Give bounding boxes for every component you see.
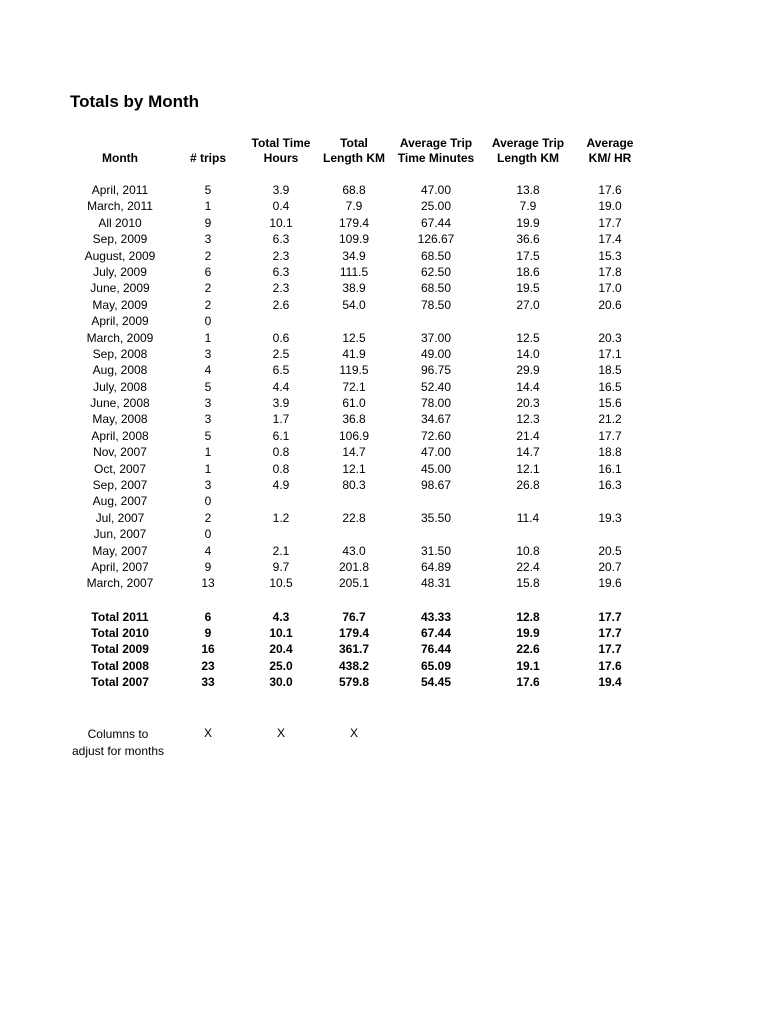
cell-avg-speed: 17.7 — [598, 642, 622, 657]
cell-total-length — [318, 526, 390, 542]
cell-avg-trip-length: 10.8 — [516, 543, 540, 558]
table-row — [0, 280, 768, 296]
cell-total-time: 20.4 — [269, 642, 293, 657]
cell-avg-trip-length: 17.5 — [516, 248, 540, 263]
cell-month: July, 2009 — [93, 264, 147, 279]
cell-month: Total 2009 — [91, 642, 149, 657]
table-row — [0, 248, 768, 264]
header-total-time-line2: Hours — [263, 151, 299, 165]
cell-total-length: 179.4 — [338, 625, 370, 640]
cell-avg-trip-length: 27.0 — [516, 297, 540, 312]
cell-avg-trip-length: 21.4 — [516, 428, 540, 443]
cell-month: All 2010 — [98, 215, 142, 230]
cell-trips: 5 — [204, 379, 212, 394]
header-avg-trip-length-line2: Length KM — [497, 151, 559, 165]
cell-total-length: 111.5 — [339, 264, 369, 279]
cell-avg-speed: 16.1 — [598, 461, 622, 476]
cell-avg-trip-time: 78.00 — [420, 396, 452, 411]
cell-total-time: 6.1 — [272, 428, 290, 443]
cell-month: May, 2009 — [92, 297, 148, 312]
cell-trips: 2 — [204, 510, 212, 525]
page-title: Totals by Month — [70, 92, 200, 111]
adjust-mark-time: X — [276, 726, 285, 740]
header-total-length-line1: Total — [340, 136, 368, 150]
table-row — [0, 543, 768, 559]
cell-avg-trip-time — [391, 526, 481, 542]
table-row — [0, 575, 768, 591]
cell-total-length — [318, 493, 390, 509]
cell-total-length: 41.9 — [342, 346, 366, 361]
cell-avg-speed: 17.7 — [598, 625, 622, 640]
cell-total-length: 106.9 — [338, 428, 370, 443]
cell-avg-trip-time: 64.89 — [420, 559, 452, 574]
cell-avg-speed: 18.8 — [598, 445, 622, 460]
table-row — [0, 198, 768, 214]
cell-avg-speed: 18.5 — [598, 363, 622, 378]
table-row — [0, 461, 768, 477]
cell-avg-trip-time: 48.31 — [420, 576, 452, 591]
cell-avg-speed: 20.7 — [598, 559, 622, 574]
cell-avg-trip-length — [485, 493, 571, 509]
cell-total-length — [318, 313, 390, 329]
cell-total-time: 6.3 — [272, 232, 290, 247]
cell-month: Total 2008 — [91, 658, 149, 673]
cell-total-time: 30.0 — [269, 675, 293, 690]
cell-avg-trip-time: 76.44 — [420, 642, 452, 657]
cell-month: Jul, 2007 — [95, 510, 145, 525]
cell-trips: 9 — [204, 559, 212, 574]
cell-avg-speed: 15.6 — [598, 396, 622, 411]
cell-trips: 2 — [204, 281, 212, 296]
cell-total-time: 2.3 — [272, 281, 290, 296]
cell-avg-trip-time: 67.44 — [420, 215, 452, 230]
table-row — [0, 493, 768, 509]
total-row — [0, 641, 768, 657]
cell-month: August, 2009 — [84, 248, 156, 263]
table-spacer — [0, 592, 768, 609]
table-row — [0, 395, 768, 411]
cell-avg-trip-time: 54.45 — [420, 675, 452, 690]
cell-avg-speed — [578, 526, 642, 542]
cell-avg-trip-time: 78.50 — [420, 297, 452, 312]
cell-total-time: 10.1 — [269, 625, 293, 640]
header-avg-trip-length-line1: Average Trip — [491, 136, 565, 150]
cell-month: June, 2008 — [90, 396, 150, 411]
cell-avg-trip-time: 37.00 — [420, 330, 452, 345]
cell-month: Aug, 2007 — [92, 494, 148, 509]
cell-avg-speed: 17.6 — [598, 658, 622, 673]
cell-total-time: 0.6 — [272, 330, 290, 345]
cell-avg-trip-time: 68.50 — [420, 281, 452, 296]
cell-month: Total 2010 — [91, 625, 149, 640]
header-avg-speed-line1: Average — [586, 136, 634, 150]
cell-avg-speed: 17.4 — [598, 232, 622, 247]
cell-total-time: 25.0 — [269, 658, 293, 673]
cell-avg-speed — [578, 493, 642, 509]
cell-avg-speed: 19.6 — [598, 576, 622, 591]
cell-total-time: 2.3 — [272, 248, 290, 263]
cell-total-time: 10.5 — [269, 576, 293, 591]
cell-total-time: 0.8 — [272, 445, 290, 460]
cell-trips: 1 — [204, 461, 212, 476]
cell-month: Oct, 2007 — [93, 461, 147, 476]
cell-trips: 2 — [204, 248, 212, 263]
cell-avg-trip-length: 12.5 — [516, 330, 540, 345]
cell-total-time — [246, 313, 316, 329]
cell-avg-trip-time: 126.67 — [417, 232, 455, 247]
cell-month: Sep, 2008 — [92, 346, 148, 361]
cell-avg-trip-length: 29.9 — [516, 363, 540, 378]
cell-avg-speed: 17.7 — [598, 428, 622, 443]
cell-total-length: 12.1 — [342, 461, 366, 476]
cell-total-time — [246, 493, 316, 509]
cell-total-time: 4.4 — [272, 379, 290, 394]
table-row — [0, 231, 768, 247]
total-row — [0, 625, 768, 641]
cell-total-time: 6.3 — [272, 264, 290, 279]
cell-avg-speed: 16.5 — [598, 379, 622, 394]
cell-trips: 1 — [204, 330, 212, 345]
cell-total-length: 72.1 — [342, 379, 366, 394]
table-row — [0, 182, 768, 198]
cell-avg-speed: 17.8 — [598, 264, 622, 279]
cell-avg-trip-length: 19.5 — [516, 281, 540, 296]
cell-total-time — [246, 526, 316, 542]
header-avg-speed — [550, 136, 670, 166]
cell-total-length: 38.9 — [342, 281, 366, 296]
table-row — [0, 526, 768, 542]
header-avg-trip-time-line2: Time Minutes — [397, 151, 475, 165]
cell-avg-speed: 16.3 — [598, 478, 622, 493]
cell-total-length: 205.1 — [338, 576, 370, 591]
cell-total-length: 7.9 — [345, 199, 363, 214]
cell-avg-speed: 17.6 — [598, 183, 622, 197]
cell-avg-speed: 20.5 — [598, 543, 622, 558]
cell-avg-trip-time: 52.40 — [420, 379, 452, 394]
cell-avg-trip-length: 14.0 — [516, 346, 540, 361]
cell-avg-trip-length: 20.3 — [516, 396, 540, 411]
cell-avg-speed: 17.7 — [598, 215, 622, 230]
cell-trips: 0 — [204, 494, 212, 509]
cell-trips: 23 — [201, 658, 215, 673]
cell-month: April, 2007 — [91, 559, 149, 574]
cell-avg-trip-length: 7.9 — [519, 199, 537, 214]
cell-trips: 0 — [204, 314, 212, 329]
cell-month: April, 2009 — [91, 314, 149, 329]
cell-total-time: 2.5 — [272, 346, 290, 361]
cell-avg-trip-length: 19.9 — [516, 215, 540, 230]
cell-avg-trip-length: 36.6 — [516, 232, 540, 247]
cell-month: Nov, 2007 — [93, 445, 147, 460]
table-row — [0, 428, 768, 444]
cell-total-length: 579.8 — [338, 675, 370, 690]
cell-month: Sep, 2009 — [92, 232, 148, 247]
cell-total-length: 54.0 — [342, 297, 366, 312]
cell-trips: 6 — [204, 264, 212, 279]
table-row — [0, 330, 768, 346]
cell-avg-trip-time: 65.09 — [420, 658, 452, 673]
cell-month: March, 2011 — [87, 199, 153, 214]
table-row — [0, 313, 768, 329]
cell-avg-trip-time: 31.50 — [420, 543, 452, 558]
cell-total-length: 43.0 — [342, 543, 366, 558]
cell-total-time: 2.1 — [272, 543, 290, 558]
cell-total-length: 361.7 — [338, 642, 370, 657]
cell-avg-trip-time: 47.00 — [420, 445, 452, 460]
cell-total-time: 10.1 — [269, 215, 293, 230]
cell-total-time: 0.4 — [272, 199, 290, 214]
cell-avg-speed: 17.0 — [598, 281, 622, 296]
cell-total-length: 34.9 — [342, 248, 366, 263]
cell-trips: 6 — [204, 609, 212, 624]
table-row — [0, 477, 768, 493]
cell-total-time: 4.9 — [272, 478, 290, 493]
cell-trips: 3 — [204, 396, 212, 411]
cell-total-length: 201.8 — [338, 559, 370, 574]
cell-trips: 4 — [204, 543, 212, 558]
cell-avg-trip-length — [485, 313, 571, 329]
data-table — [0, 182, 768, 691]
cell-avg-trip-time: 35.50 — [420, 510, 452, 525]
total-row — [0, 609, 768, 625]
cell-total-length: 80.3 — [342, 478, 366, 493]
adjust-mark-length: X — [349, 726, 358, 740]
cell-trips: 5 — [204, 183, 212, 197]
cell-avg-trip-length: 12.8 — [516, 609, 540, 624]
cell-avg-speed: 19.3 — [598, 510, 622, 525]
cell-trips: 3 — [204, 478, 212, 493]
cell-month: Total 2011 — [91, 609, 149, 624]
cell-avg-trip-length: 26.8 — [516, 478, 540, 493]
cell-avg-trip-time: 67.44 — [420, 625, 452, 640]
cell-avg-speed: 20.6 — [598, 297, 622, 312]
footer-label-line1: Columns to — [87, 727, 149, 741]
cell-avg-speed — [578, 313, 642, 329]
cell-trips: 3 — [204, 412, 212, 427]
cell-trips: 9 — [204, 215, 212, 230]
cell-month: April, 2008 — [91, 428, 149, 443]
cell-trips: 1 — [204, 445, 212, 460]
cell-total-length: 61.0 — [342, 396, 366, 411]
table-row — [0, 362, 768, 378]
cell-avg-speed: 21.2 — [598, 412, 622, 427]
header-avg-trip-time-line1: Average Trip — [399, 136, 473, 150]
table-row — [0, 297, 768, 313]
header-month-line2: Month — [102, 151, 138, 165]
cell-avg-speed: 17.7 — [598, 609, 622, 624]
cell-total-length: 438.2 — [338, 658, 370, 673]
cell-month: March, 2009 — [86, 330, 154, 345]
table-row — [0, 215, 768, 231]
cell-total-length: 179.4 — [338, 215, 370, 230]
cell-avg-trip-time — [391, 313, 481, 329]
table-row — [0, 559, 768, 575]
table-row — [0, 444, 768, 460]
cell-month: May, 2008 — [92, 412, 148, 427]
cell-trips: 1 — [204, 199, 212, 214]
cell-avg-trip-time: 43.33 — [420, 609, 452, 624]
cell-avg-speed: 15.3 — [598, 248, 622, 263]
table-row — [0, 510, 768, 526]
cell-total-time: 4.3 — [272, 609, 290, 624]
cell-avg-trip-time — [391, 493, 481, 509]
cell-total-time: 3.9 — [272, 183, 290, 197]
cell-avg-speed: 20.3 — [598, 330, 622, 345]
total-row — [0, 658, 768, 674]
cell-avg-trip-length: 15.8 — [516, 576, 540, 591]
cell-avg-speed: 17.1 — [598, 346, 622, 361]
cell-avg-trip-length: 14.4 — [516, 379, 540, 394]
table-row — [0, 264, 768, 280]
cell-total-time: 1.7 — [272, 412, 290, 427]
cell-avg-trip-time: 45.00 — [420, 461, 452, 476]
cell-trips: 2 — [204, 297, 212, 312]
cell-month: Sep, 2007 — [92, 478, 148, 493]
cell-total-length: 109.9 — [338, 232, 370, 247]
cell-total-length: 36.8 — [342, 412, 366, 427]
cell-month: June, 2009 — [90, 281, 150, 296]
cell-total-time: 3.9 — [272, 396, 290, 411]
cell-avg-speed: 19.0 — [598, 199, 622, 214]
cell-total-length: 22.8 — [342, 510, 366, 525]
cell-avg-trip-time: 62.50 — [420, 264, 452, 279]
cell-total-time: 1.2 — [272, 510, 290, 525]
cell-month: May, 2007 — [92, 543, 148, 558]
cell-month: July, 2008 — [93, 379, 147, 394]
cell-total-length: 119.5 — [339, 363, 369, 378]
cell-avg-trip-length: 18.6 — [516, 264, 540, 279]
footer-label — [62, 726, 174, 760]
cell-month: April, 2011 — [91, 183, 149, 197]
cell-avg-trip-time: 25.00 — [420, 199, 452, 214]
cell-total-length: 76.7 — [342, 609, 366, 624]
cell-trips: 13 — [201, 576, 215, 591]
cell-month: Total 2007 — [91, 675, 149, 690]
cell-avg-trip-length: 22.4 — [516, 559, 540, 574]
cell-avg-trip-time: 47.00 — [420, 183, 452, 197]
cell-avg-trip-time: 98.67 — [420, 478, 452, 493]
cell-total-time: 9.7 — [272, 559, 290, 574]
header-trips-line2: # trips — [189, 151, 226, 165]
cell-avg-trip-time: 72.60 — [420, 428, 452, 443]
header-avg-speed-line2: KM/ HR — [588, 151, 632, 165]
cell-avg-trip-length: 17.6 — [516, 675, 540, 690]
cell-total-length: 14.7 — [342, 445, 366, 460]
header-total-time-line1: Total Time — [251, 136, 311, 150]
cell-total-time: 0.8 — [272, 461, 290, 476]
cell-total-time: 2.6 — [272, 297, 290, 312]
cell-trips: 33 — [201, 675, 215, 690]
table-row — [0, 346, 768, 362]
cell-trips: 4 — [204, 363, 212, 378]
cell-avg-trip-length: 19.1 — [516, 658, 540, 673]
cell-avg-trip-time: 49.00 — [420, 346, 452, 361]
table-row — [0, 379, 768, 395]
cell-avg-trip-length — [485, 526, 571, 542]
cell-trips: 9 — [204, 625, 212, 640]
table-row — [0, 411, 768, 427]
cell-avg-speed: 19.4 — [598, 675, 622, 690]
cell-avg-trip-length: 19.9 — [516, 625, 540, 640]
cell-avg-trip-length: 13.8 — [516, 183, 540, 197]
cell-avg-trip-length: 22.6 — [516, 642, 540, 657]
header-total-length-line2: Length KM — [323, 151, 385, 165]
cell-avg-trip-time: 96.75 — [420, 363, 452, 378]
cell-avg-trip-length: 14.7 — [516, 445, 540, 460]
cell-total-length: 68.8 — [342, 183, 366, 197]
cell-trips: 3 — [204, 346, 212, 361]
cell-trips: 3 — [204, 232, 212, 247]
cell-avg-trip-length: 11.4 — [516, 510, 540, 525]
adjust-mark-trips: X — [203, 726, 212, 740]
cell-total-length: 12.5 — [342, 330, 366, 345]
cell-month: March, 2007 — [86, 576, 154, 591]
cell-avg-trip-length: 12.3 — [516, 412, 540, 427]
cell-trips: 5 — [204, 428, 212, 443]
cell-month: Jun, 2007 — [93, 527, 147, 542]
cell-avg-trip-length: 12.1 — [516, 461, 540, 476]
cell-trips: 16 — [201, 642, 215, 657]
cell-month: Aug, 2008 — [92, 363, 148, 378]
cell-trips: 0 — [204, 527, 212, 542]
total-row — [0, 674, 768, 690]
cell-avg-trip-time: 34.67 — [420, 412, 452, 427]
cell-avg-trip-time: 68.50 — [420, 248, 452, 263]
cell-total-time: 6.5 — [272, 363, 290, 378]
footer-label-line2: adjust for months — [71, 744, 165, 758]
